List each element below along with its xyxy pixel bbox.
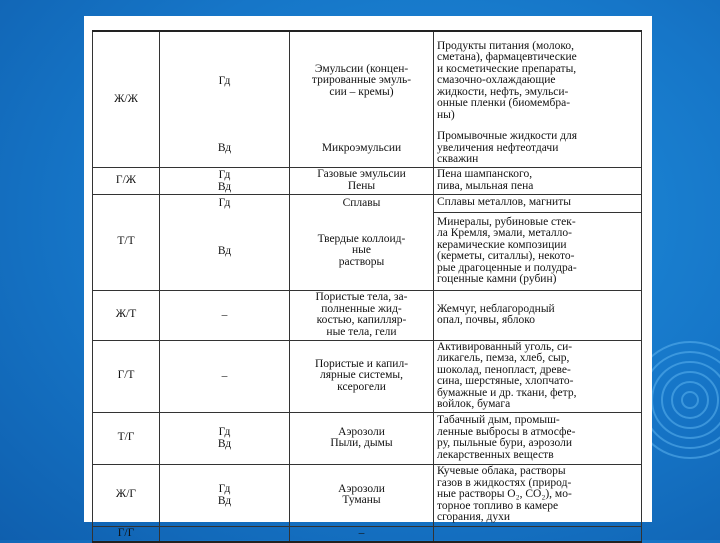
phase-cell: Г/Г: [93, 526, 160, 542]
system-name-cell: Сплавы: [290, 194, 434, 212]
examples-cell: Минералы, рубиновые стек- ла Кремля, эмали, металло- керамические композиции (керметы, ситаллы), некото- рые драгоценные и полудра- гоценные камни (рубин): [434, 212, 642, 290]
subtype-cell: Вд: [160, 212, 290, 290]
table-row: [93, 464, 642, 526]
examples-cell: Продукты питания (молоко, сметана), фармацевтические и косметические препараты, смазочно-охлаждающие жидкости, нефть, эмульси- онные пленки (биомембра- ны): [434, 31, 642, 130]
subtype-cell: Гд Вд: [160, 167, 290, 194]
subtype-cell: –: [160, 290, 290, 340]
table-row: [93, 290, 642, 340]
system-name-cell: Пористые тела, за- полненные жид- костью, капилляр- ные тела, гели: [290, 290, 434, 340]
phase-cell: Ж/Ж: [93, 31, 160, 167]
table-row: [93, 194, 642, 212]
table-row: [93, 212, 642, 290]
system-name-cell: Аэрозоли Пыли, дымы: [290, 412, 434, 464]
phase-cell: Г/Т: [93, 340, 160, 412]
table-row: [93, 31, 642, 130]
examples-cell: Промывочные жидкости для увеличения нефтеотдачи скважин: [434, 130, 642, 167]
system-name-cell: Микроэмульсии: [290, 130, 434, 167]
table-row: [93, 412, 642, 464]
examples-cell: Кучевые облака, растворы газов в жидкостях (природ- ные растворы O₂, CO₂), мо- торное топливо в камере сгорания, духи: [434, 464, 642, 526]
subtype-cell: Гд: [160, 194, 290, 212]
document-page: [84, 16, 652, 539]
system-name-cell: Твердые коллоид- ные растворы: [290, 212, 434, 290]
subtype-cell: Вд: [160, 130, 290, 167]
examples-cell: Табачный дым, промыш- ленные выбросы в атмосфе- ру, пыльные бури, аэрозоли лекарственных веществ: [434, 412, 642, 464]
examples-cell: Активированный уголь, си- ликагель, пемза, хлеб, сыр, шоколад, пенопласт, древе- сина, шерстяные, хлопчато- бумажные и др. ткани, фетр, войлок, бумага: [434, 340, 642, 412]
phase-cell: Т/Г: [93, 412, 160, 464]
examples-cell: Сплавы металлов, магниты: [434, 194, 642, 212]
examples-cell: Пена шампанского, пива, мыльная пена: [434, 167, 642, 194]
disperse-systems-table: [92, 30, 642, 543]
subtype-cell: Гд: [160, 31, 290, 130]
subtype-cell: Гд Вд: [160, 412, 290, 464]
table-row: [93, 167, 642, 194]
phase-cell: Т/Т: [93, 194, 160, 290]
system-name-cell: –: [290, 526, 434, 542]
examples-cell: Жемчуг, неблагородный опал, почвы, яблоко: [434, 290, 642, 340]
system-name-cell: Пористые и капил- лярные системы, ксерогели: [290, 340, 434, 412]
table-row: [93, 340, 642, 412]
phase-cell: Г/Ж: [93, 167, 160, 194]
subtype-cell: –: [160, 340, 290, 412]
system-name-cell: Газовые эмульсии Пены: [290, 167, 434, 194]
system-name-cell: Аэрозоли Туманы: [290, 464, 434, 526]
subtype-cell: Гд Вд: [160, 464, 290, 526]
phase-cell: Ж/Г: [93, 464, 160, 526]
table-row: [93, 130, 642, 167]
system-name-cell: Эмульсии (концен- трированные эмуль- сии – кремы): [290, 31, 434, 130]
phase-cell: Ж/Т: [93, 290, 160, 340]
